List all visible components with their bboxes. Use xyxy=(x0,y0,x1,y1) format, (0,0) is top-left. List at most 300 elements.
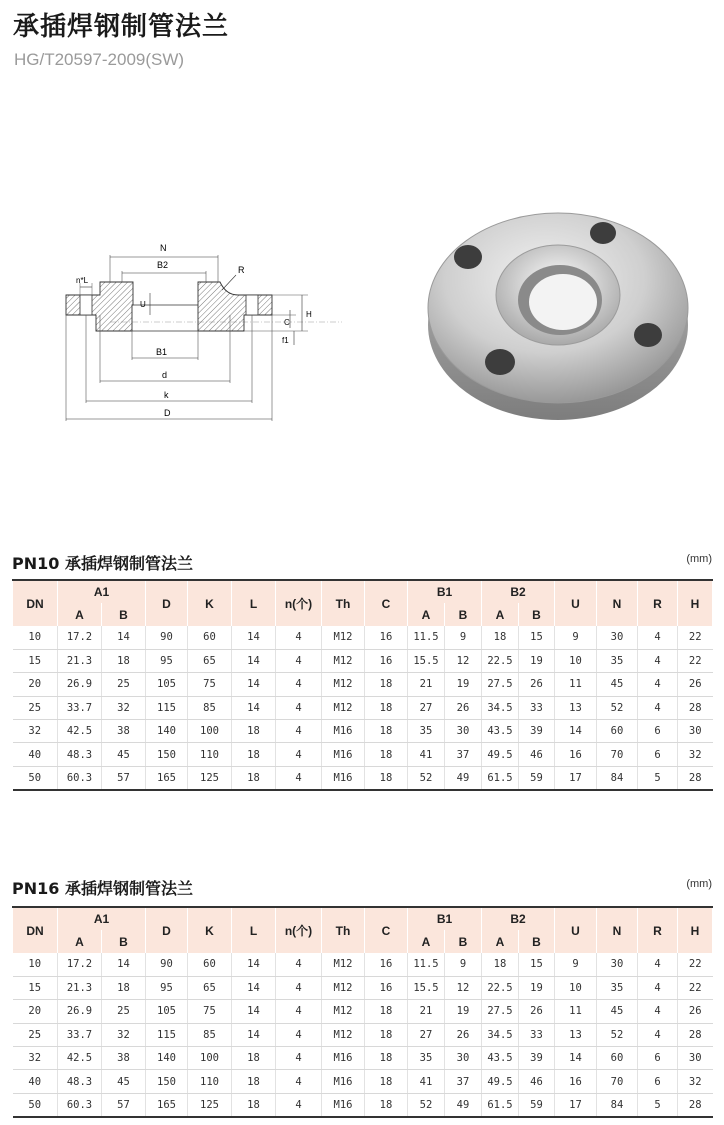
table-cell: 52 xyxy=(597,1023,638,1046)
dim-label-f1: f1 xyxy=(282,336,289,345)
col-b1-a: A xyxy=(408,930,445,953)
table-cell: 30 xyxy=(445,1047,482,1070)
dim-label-r: R xyxy=(238,265,245,275)
table-row xyxy=(13,766,713,789)
table-cell: 39 xyxy=(519,1047,555,1070)
table-cell: M12 xyxy=(322,1000,365,1023)
table-cell: 90 xyxy=(146,953,188,976)
table-cell: 85 xyxy=(188,1023,232,1046)
table-cell: 26 xyxy=(678,1000,713,1023)
table-cell: 14 xyxy=(232,649,276,672)
table-cell: 39 xyxy=(519,720,555,743)
table-cell: 17.2 xyxy=(58,626,102,649)
table-cell: 9 xyxy=(555,626,597,649)
table-cell: 26 xyxy=(519,1000,555,1023)
table-cell: 16 xyxy=(555,743,597,766)
dim-label-d: d xyxy=(162,370,168,380)
pn10-table-body xyxy=(13,626,713,790)
table-cell: 6 xyxy=(638,720,678,743)
table-cell: 34.5 xyxy=(482,1023,519,1046)
table-cell: 20 xyxy=(13,673,58,696)
table-cell: 16 xyxy=(365,626,408,649)
table-cell: 85 xyxy=(188,696,232,719)
table-cell: 60 xyxy=(188,953,232,976)
table-row xyxy=(13,743,713,766)
table-cell: 61.5 xyxy=(482,1093,519,1116)
table-row xyxy=(13,720,713,743)
dim-label-n: N xyxy=(160,243,167,253)
col-b2-b: B xyxy=(519,603,555,626)
table-cell: 4 xyxy=(276,1093,322,1116)
col-b2-a: A xyxy=(482,603,519,626)
table-cell: M12 xyxy=(322,976,365,999)
col-r: R xyxy=(638,580,678,626)
table-cell: 4 xyxy=(638,626,678,649)
table-cell: 4 xyxy=(276,720,322,743)
col-dn: DN xyxy=(13,907,58,953)
table-cell: 15 xyxy=(519,953,555,976)
table-cell: 100 xyxy=(188,720,232,743)
table-cell: 4 xyxy=(276,649,322,672)
table-cell: 18 xyxy=(365,1093,408,1116)
table-cell: 43.5 xyxy=(482,1047,519,1070)
table-cell: 16 xyxy=(365,976,408,999)
pn16-table-body xyxy=(13,953,713,1117)
table-cell: 21.3 xyxy=(58,649,102,672)
table-cell: 19 xyxy=(445,673,482,696)
table-cell: 50 xyxy=(13,1093,58,1116)
table-cell: 26.9 xyxy=(58,673,102,696)
table-cell: 75 xyxy=(188,1000,232,1023)
col-b1-b: B xyxy=(445,603,482,626)
table-cell: 150 xyxy=(146,743,188,766)
table-cell: 4 xyxy=(638,1000,678,1023)
table-cell: 13 xyxy=(555,1023,597,1046)
table-cell: 21.3 xyxy=(58,976,102,999)
pn10-unit-label: (mm) xyxy=(686,553,712,565)
table-cell: 32 xyxy=(678,743,713,766)
table-cell: M16 xyxy=(322,1070,365,1093)
table-row xyxy=(13,626,713,649)
table-cell: 46 xyxy=(519,743,555,766)
col-b1-b: B xyxy=(445,930,482,953)
col-k: K xyxy=(188,580,232,626)
table-cell: 14 xyxy=(102,953,146,976)
table-cell: 52 xyxy=(597,696,638,719)
table-cell: 25 xyxy=(13,696,58,719)
col-th: Th xyxy=(322,580,365,626)
table-cell: 57 xyxy=(102,766,146,789)
table-cell: 14 xyxy=(232,953,276,976)
table-row xyxy=(13,1093,713,1116)
dim-label-k: k xyxy=(164,390,169,400)
table-cell: M16 xyxy=(322,720,365,743)
table-cell: 84 xyxy=(597,766,638,789)
table-cell: 21 xyxy=(408,673,445,696)
table-cell: 59 xyxy=(519,1093,555,1116)
table-cell: 125 xyxy=(188,766,232,789)
table-cell: 4 xyxy=(638,673,678,696)
table-cell: 15.5 xyxy=(408,976,445,999)
table-cell: 75 xyxy=(188,673,232,696)
table-cell: 41 xyxy=(408,743,445,766)
table-cell: 17.2 xyxy=(58,953,102,976)
table-cell: 25 xyxy=(13,1023,58,1046)
table-cell: 42.5 xyxy=(58,720,102,743)
col-d: D xyxy=(146,580,188,626)
table-cell: 18 xyxy=(232,766,276,789)
table-cell: 40 xyxy=(13,743,58,766)
table-cell: 14 xyxy=(555,1047,597,1070)
table-cell: 50 xyxy=(13,766,58,789)
table-row xyxy=(13,649,713,672)
table-cell: 38 xyxy=(102,1047,146,1070)
table-cell: 12 xyxy=(445,649,482,672)
table-cell: 15 xyxy=(13,649,58,672)
table-cell: 45 xyxy=(102,743,146,766)
table-cell: 4 xyxy=(276,1070,322,1093)
pn16-spec-table xyxy=(12,906,713,1118)
table-cell: 150 xyxy=(146,1070,188,1093)
table-cell: 18 xyxy=(365,1070,408,1093)
table-cell: 14 xyxy=(555,720,597,743)
table-cell: 22 xyxy=(678,626,713,649)
table-cell: 14 xyxy=(232,1000,276,1023)
flange-product-photo xyxy=(420,200,695,425)
table-cell: 95 xyxy=(146,976,188,999)
table-cell: 90 xyxy=(146,626,188,649)
col-b2-b: B xyxy=(519,930,555,953)
table-cell: 60 xyxy=(597,720,638,743)
pn16-unit-label: (mm) xyxy=(686,878,712,890)
table-cell: 26 xyxy=(445,1023,482,1046)
table-cell: 11 xyxy=(555,1000,597,1023)
table-cell: 32 xyxy=(13,1047,58,1070)
table-cell: 33 xyxy=(519,1023,555,1046)
col-dn: DN xyxy=(13,580,58,626)
col-n-count: n(个) xyxy=(276,580,322,626)
table-cell: 35 xyxy=(408,1047,445,1070)
dim-label-d-outer: D xyxy=(164,408,171,418)
table-cell: 9 xyxy=(555,953,597,976)
table-cell: 65 xyxy=(188,976,232,999)
table-cell: 9 xyxy=(445,953,482,976)
table-cell: 42.5 xyxy=(58,1047,102,1070)
table-cell: 140 xyxy=(146,720,188,743)
table-cell: 9 xyxy=(445,626,482,649)
pn10-table-title: PN10 承插焊钢制管法兰 xyxy=(12,554,193,573)
col-u: U xyxy=(555,580,597,626)
col-h: H xyxy=(678,580,713,626)
table-cell: 17 xyxy=(555,766,597,789)
table-cell: 49.5 xyxy=(482,1070,519,1093)
table-cell: 18 xyxy=(365,766,408,789)
table-cell: M16 xyxy=(322,1093,365,1116)
col-l: L xyxy=(232,907,276,953)
table-cell: 33.7 xyxy=(58,1023,102,1046)
table-row xyxy=(13,1000,713,1023)
table-cell: 14 xyxy=(232,626,276,649)
table-cell: 21 xyxy=(408,1000,445,1023)
table-cell: 16 xyxy=(365,953,408,976)
table-cell: 18 xyxy=(365,1047,408,1070)
table-cell: 105 xyxy=(146,1000,188,1023)
table-cell: 20 xyxy=(13,1000,58,1023)
table-cell: 26 xyxy=(519,673,555,696)
table-cell: 22 xyxy=(678,649,713,672)
dim-label-c: C xyxy=(284,318,290,327)
table-cell: 11.5 xyxy=(408,626,445,649)
table-cell: M12 xyxy=(322,649,365,672)
table-cell: 115 xyxy=(146,1023,188,1046)
table-cell: 22 xyxy=(678,953,713,976)
col-a1-b: B xyxy=(102,930,146,953)
table-cell: 57 xyxy=(102,1093,146,1116)
col-a1: A1 xyxy=(58,907,146,930)
col-d: D xyxy=(146,907,188,953)
flange-section-drawing xyxy=(50,235,360,435)
table-cell: 10 xyxy=(13,953,58,976)
table-cell: 4 xyxy=(276,1047,322,1070)
table-cell: 18 xyxy=(365,1023,408,1046)
table-cell: 32 xyxy=(13,720,58,743)
table-cell: 5 xyxy=(638,1093,678,1116)
table-cell: 30 xyxy=(597,953,638,976)
table-cell: 37 xyxy=(445,743,482,766)
table-cell: 4 xyxy=(276,626,322,649)
col-k: K xyxy=(188,907,232,953)
table-cell: 30 xyxy=(678,1047,713,1070)
col-n: N xyxy=(597,580,638,626)
table-cell: 4 xyxy=(638,976,678,999)
table-cell: M16 xyxy=(322,1047,365,1070)
pn16-table-title: PN16 承插焊钢制管法兰 xyxy=(12,879,193,898)
table-cell: 6 xyxy=(638,1070,678,1093)
table-cell: 26 xyxy=(678,673,713,696)
table-cell: 4 xyxy=(276,953,322,976)
table-cell: 46 xyxy=(519,1070,555,1093)
table-cell: 52 xyxy=(408,766,445,789)
table-cell: 11.5 xyxy=(408,953,445,976)
table-cell: 18 xyxy=(232,1047,276,1070)
col-c: C xyxy=(365,580,408,626)
table-cell: 4 xyxy=(638,649,678,672)
table-row xyxy=(13,1023,713,1046)
table-cell: 4 xyxy=(276,743,322,766)
table-cell: 35 xyxy=(408,720,445,743)
table-cell: 32 xyxy=(102,1023,146,1046)
table-cell: 4 xyxy=(276,766,322,789)
dim-label-b2: B2 xyxy=(157,260,169,270)
table-cell: 45 xyxy=(597,673,638,696)
table-cell: 28 xyxy=(678,696,713,719)
table-cell: 125 xyxy=(188,1093,232,1116)
table-cell: 100 xyxy=(188,1047,232,1070)
table-cell: 6 xyxy=(638,743,678,766)
table-cell: 65 xyxy=(188,649,232,672)
col-a1-a: A xyxy=(58,603,102,626)
table-cell: 59 xyxy=(519,766,555,789)
table-cell: 18 xyxy=(365,696,408,719)
col-a1: A1 xyxy=(58,580,146,603)
table-cell: 11 xyxy=(555,673,597,696)
table-cell: 105 xyxy=(146,673,188,696)
table-cell: 60.3 xyxy=(58,766,102,789)
col-a1-b: B xyxy=(102,603,146,626)
table-cell: 32 xyxy=(102,696,146,719)
dim-label-u: U xyxy=(140,300,146,309)
table-cell: 115 xyxy=(146,696,188,719)
table-row xyxy=(13,696,713,719)
table-cell: 41 xyxy=(408,1070,445,1093)
table-cell: 30 xyxy=(678,720,713,743)
col-l: L xyxy=(232,580,276,626)
table-cell: 19 xyxy=(519,976,555,999)
table-cell: 15.5 xyxy=(408,649,445,672)
table-cell: 4 xyxy=(638,696,678,719)
table-cell: 60.3 xyxy=(58,1093,102,1116)
dim-label-b1: B1 xyxy=(156,347,168,357)
table-cell: 19 xyxy=(445,1000,482,1023)
table-cell: 33 xyxy=(519,696,555,719)
table-row xyxy=(13,976,713,999)
table-cell: 32 xyxy=(678,1070,713,1093)
col-n-count: n(个) xyxy=(276,907,322,953)
col-b1: B1 xyxy=(408,580,482,603)
table-cell: 22 xyxy=(678,976,713,999)
table-cell: 95 xyxy=(146,649,188,672)
table-cell: 40 xyxy=(13,1070,58,1093)
table-cell: 30 xyxy=(445,720,482,743)
table-cell: 16 xyxy=(365,649,408,672)
table-cell: 4 xyxy=(638,953,678,976)
table-cell: 4 xyxy=(276,696,322,719)
table-cell: 19 xyxy=(519,649,555,672)
table-cell: 16 xyxy=(555,1070,597,1093)
table-cell: 49 xyxy=(445,766,482,789)
col-b2: B2 xyxy=(482,580,555,603)
table-cell: 45 xyxy=(597,1000,638,1023)
table-cell: 18 xyxy=(232,720,276,743)
table-cell: 12 xyxy=(445,976,482,999)
table-cell: 4 xyxy=(276,673,322,696)
table-cell: M16 xyxy=(322,743,365,766)
table-cell: 26 xyxy=(445,696,482,719)
table-cell: 70 xyxy=(597,743,638,766)
table-cell: 52 xyxy=(408,1093,445,1116)
col-h: H xyxy=(678,907,713,953)
table-cell: 28 xyxy=(688,1098,702,1111)
table-cell: 33.7 xyxy=(58,696,102,719)
table-cell: 60 xyxy=(188,626,232,649)
table-cell: 37 xyxy=(445,1070,482,1093)
table-cell: 43.5 xyxy=(482,720,519,743)
standard-code: HG/T20597-2009(SW) xyxy=(14,50,185,69)
table-row xyxy=(13,1047,713,1070)
col-th: Th xyxy=(322,907,365,953)
table-cell: 28 xyxy=(688,771,702,784)
table-cell: 4 xyxy=(638,1023,678,1046)
table-cell: 22.5 xyxy=(482,649,519,672)
table-cell: 18 xyxy=(232,743,276,766)
table-cell: 48.3 xyxy=(58,743,102,766)
table-cell: 4 xyxy=(276,1000,322,1023)
col-a1-a: A xyxy=(58,930,102,953)
table-cell: 34.5 xyxy=(482,696,519,719)
table-cell: 18 xyxy=(365,673,408,696)
table-cell: 14 xyxy=(102,626,146,649)
table-cell: 14 xyxy=(232,673,276,696)
table-cell: M12 xyxy=(322,626,365,649)
table-cell: M12 xyxy=(322,1023,365,1046)
table-cell: 27 xyxy=(408,1023,445,1046)
table-cell: 45 xyxy=(102,1070,146,1093)
table-cell: 70 xyxy=(597,1070,638,1093)
page-title: 承插焊钢制管法兰 xyxy=(13,12,230,42)
table-cell: 4 xyxy=(276,976,322,999)
table-cell: 10 xyxy=(555,649,597,672)
table-cell: 110 xyxy=(188,1070,232,1093)
table-cell: M16 xyxy=(322,766,365,789)
col-r: R xyxy=(638,907,678,953)
col-u: U xyxy=(555,907,597,953)
table-cell: 15 xyxy=(13,976,58,999)
table-cell: 25 xyxy=(102,673,146,696)
col-c: C xyxy=(365,907,408,953)
table-cell: 14 xyxy=(232,1023,276,1046)
table-cell: 48.3 xyxy=(58,1070,102,1093)
table-cell: 110 xyxy=(188,743,232,766)
table-cell: M12 xyxy=(322,696,365,719)
table-row xyxy=(13,953,713,976)
table-cell: M12 xyxy=(322,953,365,976)
col-b1: B1 xyxy=(408,907,482,930)
table-cell: M12 xyxy=(322,673,365,696)
table-cell: 18 xyxy=(482,626,519,649)
table-cell: 14 xyxy=(232,696,276,719)
table-cell: 25 xyxy=(102,1000,146,1023)
table-cell: 35 xyxy=(597,976,638,999)
table-cell: 10 xyxy=(555,976,597,999)
dim-label-nl: n*L xyxy=(76,276,89,285)
table-cell: 22.5 xyxy=(482,976,519,999)
table-cell: 6 xyxy=(638,1047,678,1070)
table-cell: 18 xyxy=(365,743,408,766)
table-cell: 18 xyxy=(102,976,146,999)
table-cell: 49.5 xyxy=(482,743,519,766)
table-cell: 35 xyxy=(597,649,638,672)
table-cell: 30 xyxy=(597,626,638,649)
table-cell: 84 xyxy=(597,1093,638,1116)
table-cell: 15 xyxy=(519,626,555,649)
table-cell: 14 xyxy=(232,976,276,999)
table-cell: 18 xyxy=(102,649,146,672)
table-cell: 5 xyxy=(638,766,678,789)
table-cell: 18 xyxy=(232,1070,276,1093)
col-b2-a: A xyxy=(482,930,519,953)
table-cell: 10 xyxy=(13,626,58,649)
table-row xyxy=(13,673,713,696)
col-b1-a: A xyxy=(408,603,445,626)
table-cell: 18 xyxy=(232,1093,276,1116)
dim-label-h: H xyxy=(306,310,312,319)
table-cell: 165 xyxy=(146,766,188,789)
table-cell: 27.5 xyxy=(482,673,519,696)
table-cell: 28 xyxy=(678,1023,713,1046)
table-cell: 27.5 xyxy=(482,1000,519,1023)
table-cell: 60 xyxy=(597,1047,638,1070)
table-cell: 18 xyxy=(482,953,519,976)
